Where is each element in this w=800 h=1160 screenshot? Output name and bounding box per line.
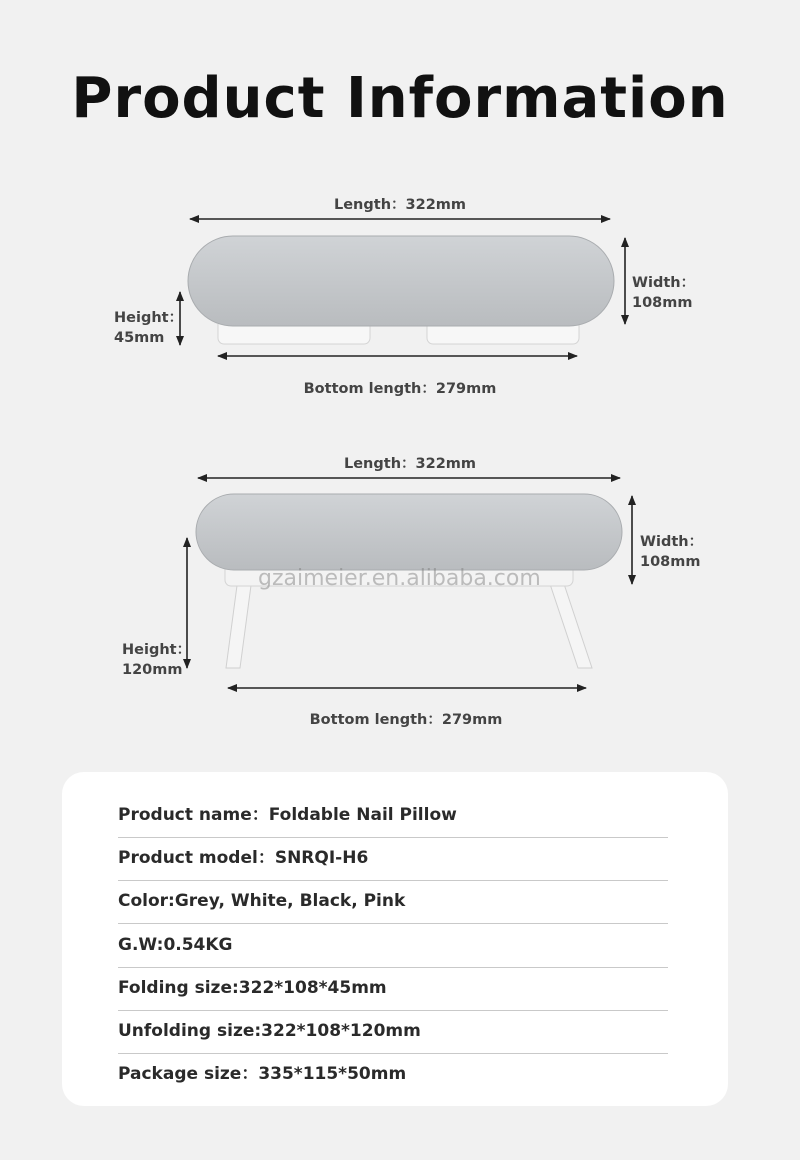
bottom-length-label-top: Bottom length：279mm <box>303 381 497 397</box>
height-label-top-line2: 45mm <box>114 330 165 346</box>
watermark: gzaimeier.en.alibaba.com <box>258 566 541 591</box>
width-label-bottom-line2: 108mm <box>640 554 701 570</box>
length-label-bottom: Length：322mm <box>343 456 476 472</box>
spec-card <box>62 772 728 1106</box>
height-label-top <box>114 308 183 348</box>
width-label-top <box>632 273 695 313</box>
bottom-length-label-bottom: Bottom length：279mm <box>309 712 503 728</box>
height-label-bottom-line1: Height： <box>122 642 192 658</box>
height-label-top-line1: Height： <box>114 310 184 326</box>
spec-package-size: Package size：335*115*50mm <box>118 1064 407 1084</box>
spec-product-model: Product model：SNRQI-H6 <box>118 837 668 881</box>
spec-product-name: Product name：Foldable Nail Pillow <box>118 794 668 838</box>
page-title: Product Information <box>71 66 729 131</box>
width-label-bottom <box>640 532 703 572</box>
spec-folding-size: Folding size:322*108*45mm <box>118 967 668 1011</box>
width-label-bottom-line1: Width： <box>640 534 704 550</box>
spec-gross-weight: G.W:0.54KG <box>118 924 668 968</box>
height-label-bottom <box>122 640 191 680</box>
folded-pillow <box>188 236 614 344</box>
height-label-bottom-line2: 120mm <box>122 662 183 678</box>
length-label-top: Length：322mm <box>333 197 466 213</box>
spec-unfolding-size: Unfolding size:322*108*120mm <box>118 1010 668 1054</box>
spec-color: Color:Grey, White, Black, Pink <box>118 880 668 924</box>
width-label-top-line2: 108mm <box>632 295 693 311</box>
width-label-top-line1: Width： <box>632 275 696 291</box>
